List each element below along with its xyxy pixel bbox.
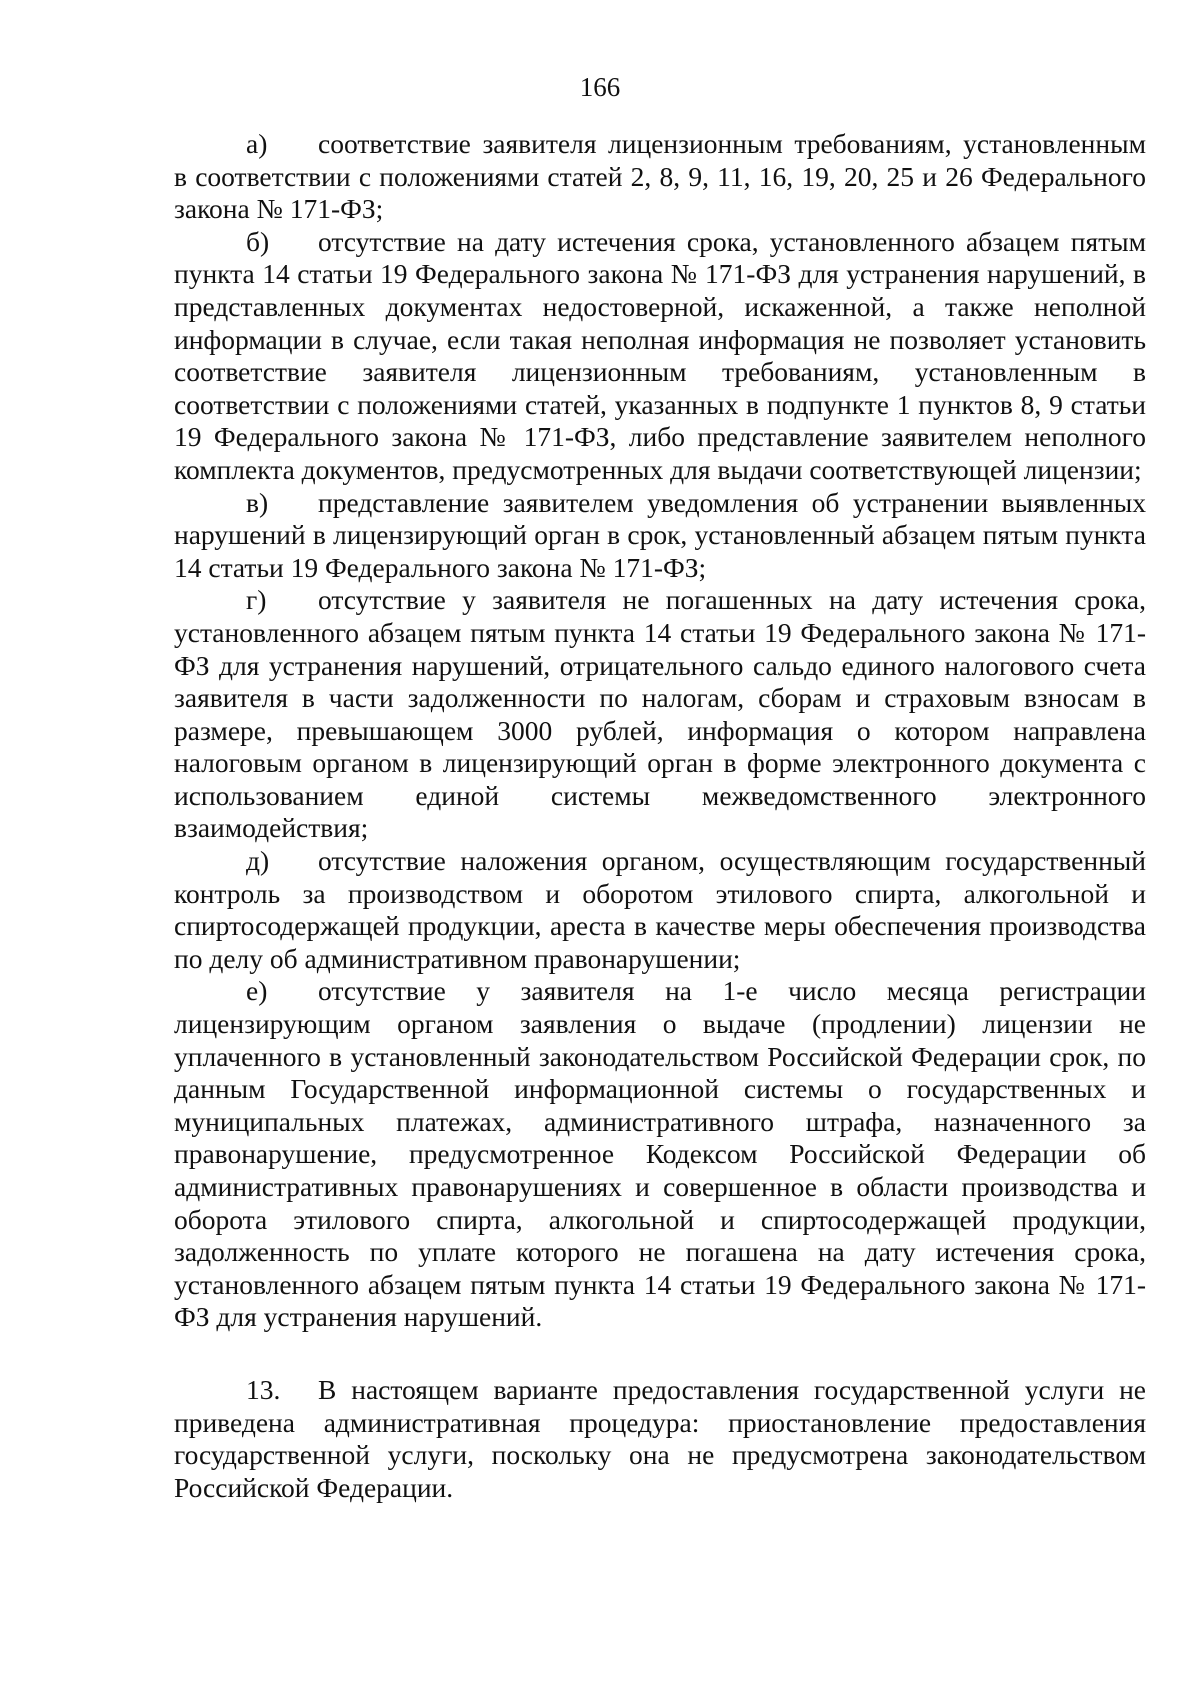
item-marker-g: г) [246,584,267,616]
item-text-e: отсутствие у заявителя на 1-е число месяца регистрации лицензирующим органом заявления о выдаче (продлении) лицензии не уплаченного в установленный законодательством Российской Федерации срок, по данным Государственной информационной системы о государственных и муниципальных платежах, административного штрафа, назначенного за правонарушение, предусмотренное Кодексом Российской Федерации об административных правонарушениях и совершенное в области производства и оборота этилового спирта, алкогольной и спиртосодержащей продукции, задолженность по уплате которого не погашена на дату истечения срока, установленного абзацем пятым пункта 14 статьи 19 Федерального закона № 171-ФЗ для устранения нарушений. [174,975,1146,1333]
clause-13-text: В настоящем варианте предоставления государственной услуги не приведена административная процедура: приостановление предоставления государственной услуги, поскольку она не предусмотрена законодательством Российской Федерации. [174,1373,1146,1503]
clause-13 [174,1374,1146,1504]
item-text-a: соответствие заявителя лицензионным требованиям, установленным в соответствии с положениями статей 2, 8, 9, 11, 16, 19, 20, 25 и 26 Федерального закона № 171-ФЗ; [174,128,1146,225]
document-body [174,128,1146,1504]
item-text-g: отсутствие у заявителя не погашенных на дату истечения срока, установленного абзацем пятым пункта 14 статьи 19 Федерального закона № 171-ФЗ для устранения нарушений, отрицательного сальдо единого налогового счета заявителя в части задолженности по налогам, сборам и страховым взносам в размере, превышающем 3000 рублей, информация о котором направлена налоговым органом в лицензирующий орган в форме электронного документа с использованием единой системы межведомственного электронного взаимодействия; [174,584,1146,844]
item-marker-d: д) [246,845,270,877]
item-marker-b: б) [246,225,270,257]
item-text-d: отсутствие наложения органом, осуществляющим государственный контроль за производством и оборотом этилового спирта, алкогольной и спиртосодержащей продукции, ареста в качестве меры обеспечения производства по делу об административном правонарушении; [174,845,1146,974]
list-item-v [174,487,1146,585]
list-item-d [174,845,1146,975]
item-text-v: представление заявителем уведомления об устранении выявленных нарушений в лицензирующий орган в срок, установленный абзацем пятым пункта 14 статьи 19 Федерального закона № 171-ФЗ; [174,486,1146,583]
item-marker-v: в) [246,486,269,518]
list-item-a [174,128,1146,226]
list-item-b [174,226,1146,487]
item-text-b: отсутствие на дату истечения срока, установленного абзацем пятым пункта 14 статьи 19 Федерального закона № 171-ФЗ для устранения нарушений, в представленных документах недостоверной, искаженной, а также неполной информации в случае, если такая неполная информация не позволяет установить соответствие заявителя лицензионным требованиям, установленным в соответствии с положениями статей, указанных в подпункте 1 пунктов 8, 9 статьи 19 Федерального закона № 171-ФЗ, либо представление заявителем неполного комплекта документов, предусмотренных для выдачи соответствующей лицензии; [174,225,1146,485]
item-marker-e: е) [246,975,268,1007]
page-number: 166 [579,72,621,102]
list-item-g [174,584,1146,845]
clause-13-number: 13. [246,1373,281,1405]
item-marker-a: а) [246,128,268,159]
list-item-e [174,975,1146,1334]
